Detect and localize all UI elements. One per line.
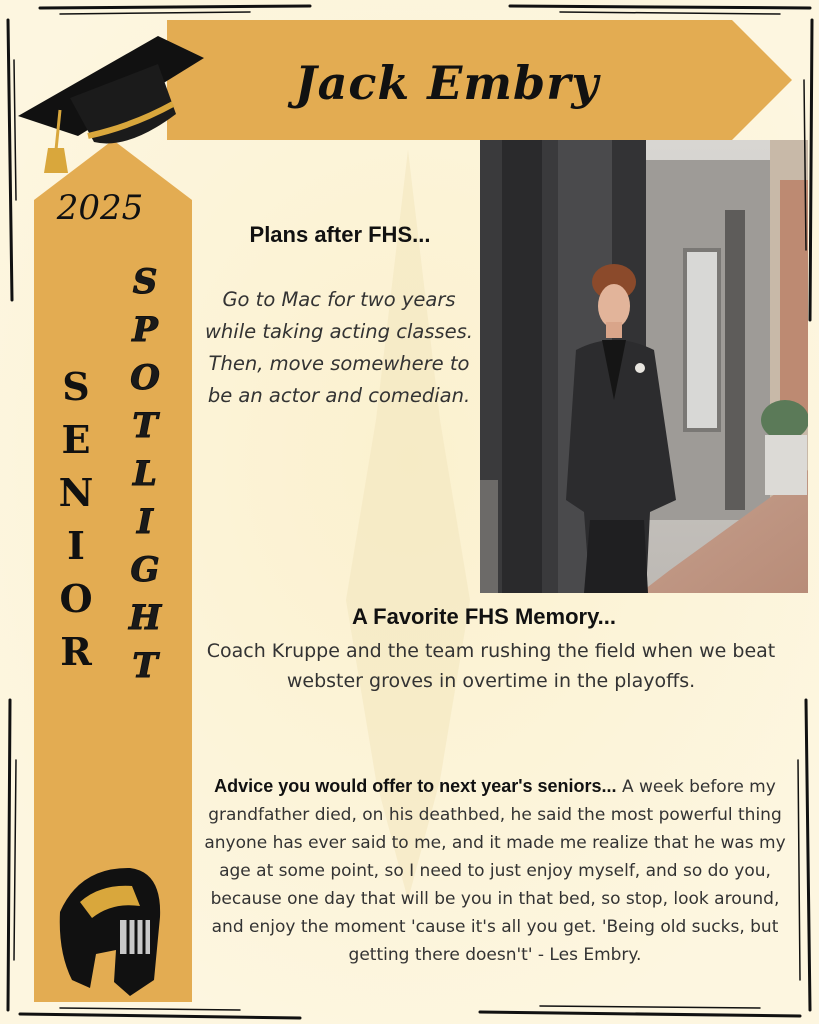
senior-letter: S [62, 364, 90, 409]
senior-letter: O [59, 576, 93, 621]
spotlight-letter: G [130, 550, 160, 590]
spotlight-letter: I [137, 502, 153, 542]
senior-portrait-photo [480, 140, 808, 593]
senior-letter: N [58, 470, 94, 515]
plans-heading: Plans after FHS... [249, 222, 431, 247]
senior-letter: R [60, 629, 92, 674]
spotlight-letter: L [133, 454, 157, 494]
spotlight-letter: S [132, 262, 158, 302]
spotlight-letter: T [132, 406, 158, 446]
spotlight-letter: T [132, 646, 158, 686]
student-name: Jack Embry [294, 56, 600, 110]
senior-vertical-text [56, 360, 96, 678]
advice-heading: Advice you would offer to next year's seniors... [214, 776, 617, 796]
senior-letter: E [61, 417, 91, 462]
senior-letter: I [67, 523, 85, 568]
spotlight-letter: O [130, 358, 160, 398]
spartan-helmet-icon [50, 862, 166, 1002]
spotlight-letter: H [128, 598, 162, 638]
advice-paragraph [203, 772, 787, 969]
plans-text: Go to Mac for two years while taking acting classes. Then, move somewhere to be an actor and comedian. [204, 288, 473, 407]
graduation-cap-icon [8, 18, 208, 178]
spotlight-vertical-text [120, 258, 170, 690]
memory-text: Coach Kruppe and the team rushing the field when we beat webster groves in overtime in the playoffs. [206, 640, 776, 692]
advice-text: A week before my grandfather died, on his deathbed, he said the most powerful thing anyone has ever said to me, and it made me realize that he was my age at some point, so I need to just enjoy myself, and so do you, because one day that will be you in that bed, so stop, look around, and enjoy the moment 'cause it's all you get. 'Being old sucks, but getting there doesn't' - Les Embry. [204, 777, 786, 965]
graduation-year: 2025 [56, 188, 144, 228]
memory-heading: A Favorite FHS Memory... [351, 604, 617, 629]
spotlight-letter: P [132, 310, 158, 350]
